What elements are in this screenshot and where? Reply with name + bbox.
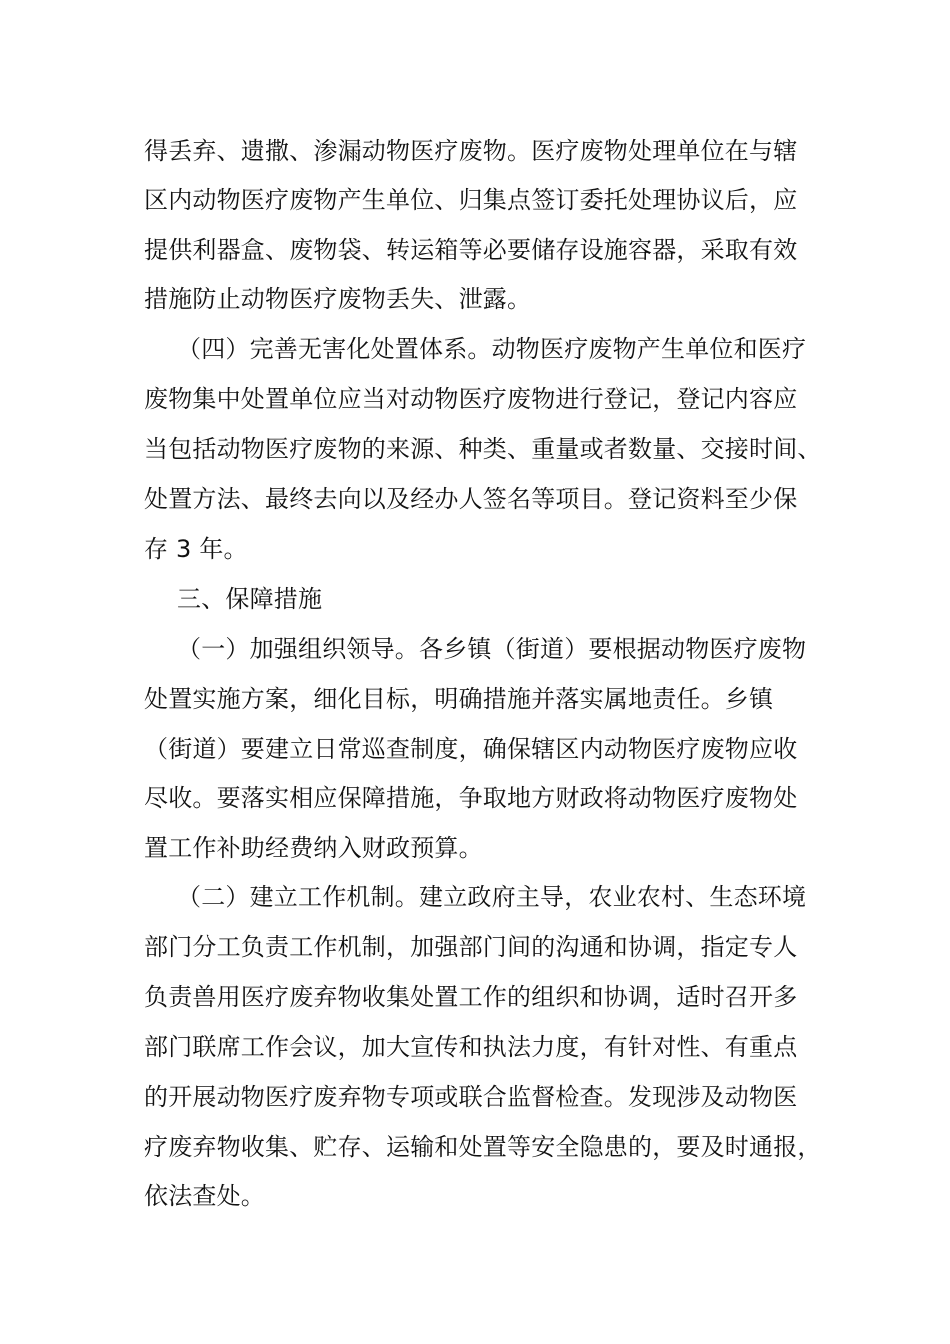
text-line: 措施防止动物医疗废物丢失、泄露。	[144, 285, 532, 313]
text-line: 置工作补助经费纳入财政预算。	[144, 834, 483, 862]
text-line: 依法查处。	[144, 1182, 265, 1210]
section-heading: 三、保障措施	[177, 585, 323, 613]
text-line: 负责兽用医疗废弃物收集处置工作的组织和协调，适时召开多	[144, 983, 798, 1011]
text-line: 存 3 年。	[144, 535, 248, 563]
text-line: 部门联席工作会议，加大宣传和执法力度，有针对性、有重点	[144, 1033, 798, 1061]
text-line: 疗废弃物收集、贮存、运输和处置等安全隐患的，要及时通报，	[144, 1133, 822, 1161]
text-line: 当包括动物医疗废物的来源、种类、重量或者数量、交接时间、	[144, 435, 822, 463]
text-line: 处置方法、最终去向以及经办人签名等项目。登记资料至少保	[144, 485, 798, 513]
paragraph-heading-line: （一）加强组织领导。各乡镇（街道）要根据动物医疗废物	[177, 635, 807, 663]
text-line: （街道）要建立日常巡查制度，确保辖区内动物医疗废物应收	[144, 735, 798, 763]
paragraph-heading-line: （四）完善无害化处置体系。动物医疗废物产生单位和医疗	[177, 335, 807, 363]
text-line: 处置实施方案，细化目标，明确措施并落实属地责任。乡镇	[144, 685, 774, 713]
text-line: 废物集中处置单位应当对动物医疗废物进行登记，登记内容应	[144, 385, 798, 413]
text-line: 部门分工负责工作机制，加强部门间的沟通和协调，指定专人	[144, 933, 798, 961]
text-line: 的开展动物医疗废弃物专项或联合监督检查。发现涉及动物医	[144, 1083, 798, 1111]
paragraph-heading-line: （二）建立工作机制。建立政府主导，农业农村、生态环境	[177, 883, 807, 911]
text-line: 尽收。要落实相应保障措施，争取地方财政将动物医疗废物处	[144, 784, 798, 812]
text-line: 区内动物医疗废物产生单位、归集点签订委托处理协议后，应	[144, 186, 798, 214]
text-line: 提供利器盒、废物袋、转运箱等必要储存设施容器，采取有效	[144, 236, 798, 264]
text-line: 得丢弃、遗撒、渗漏动物医疗废物。医疗废物处理单位在与辖	[144, 137, 798, 165]
